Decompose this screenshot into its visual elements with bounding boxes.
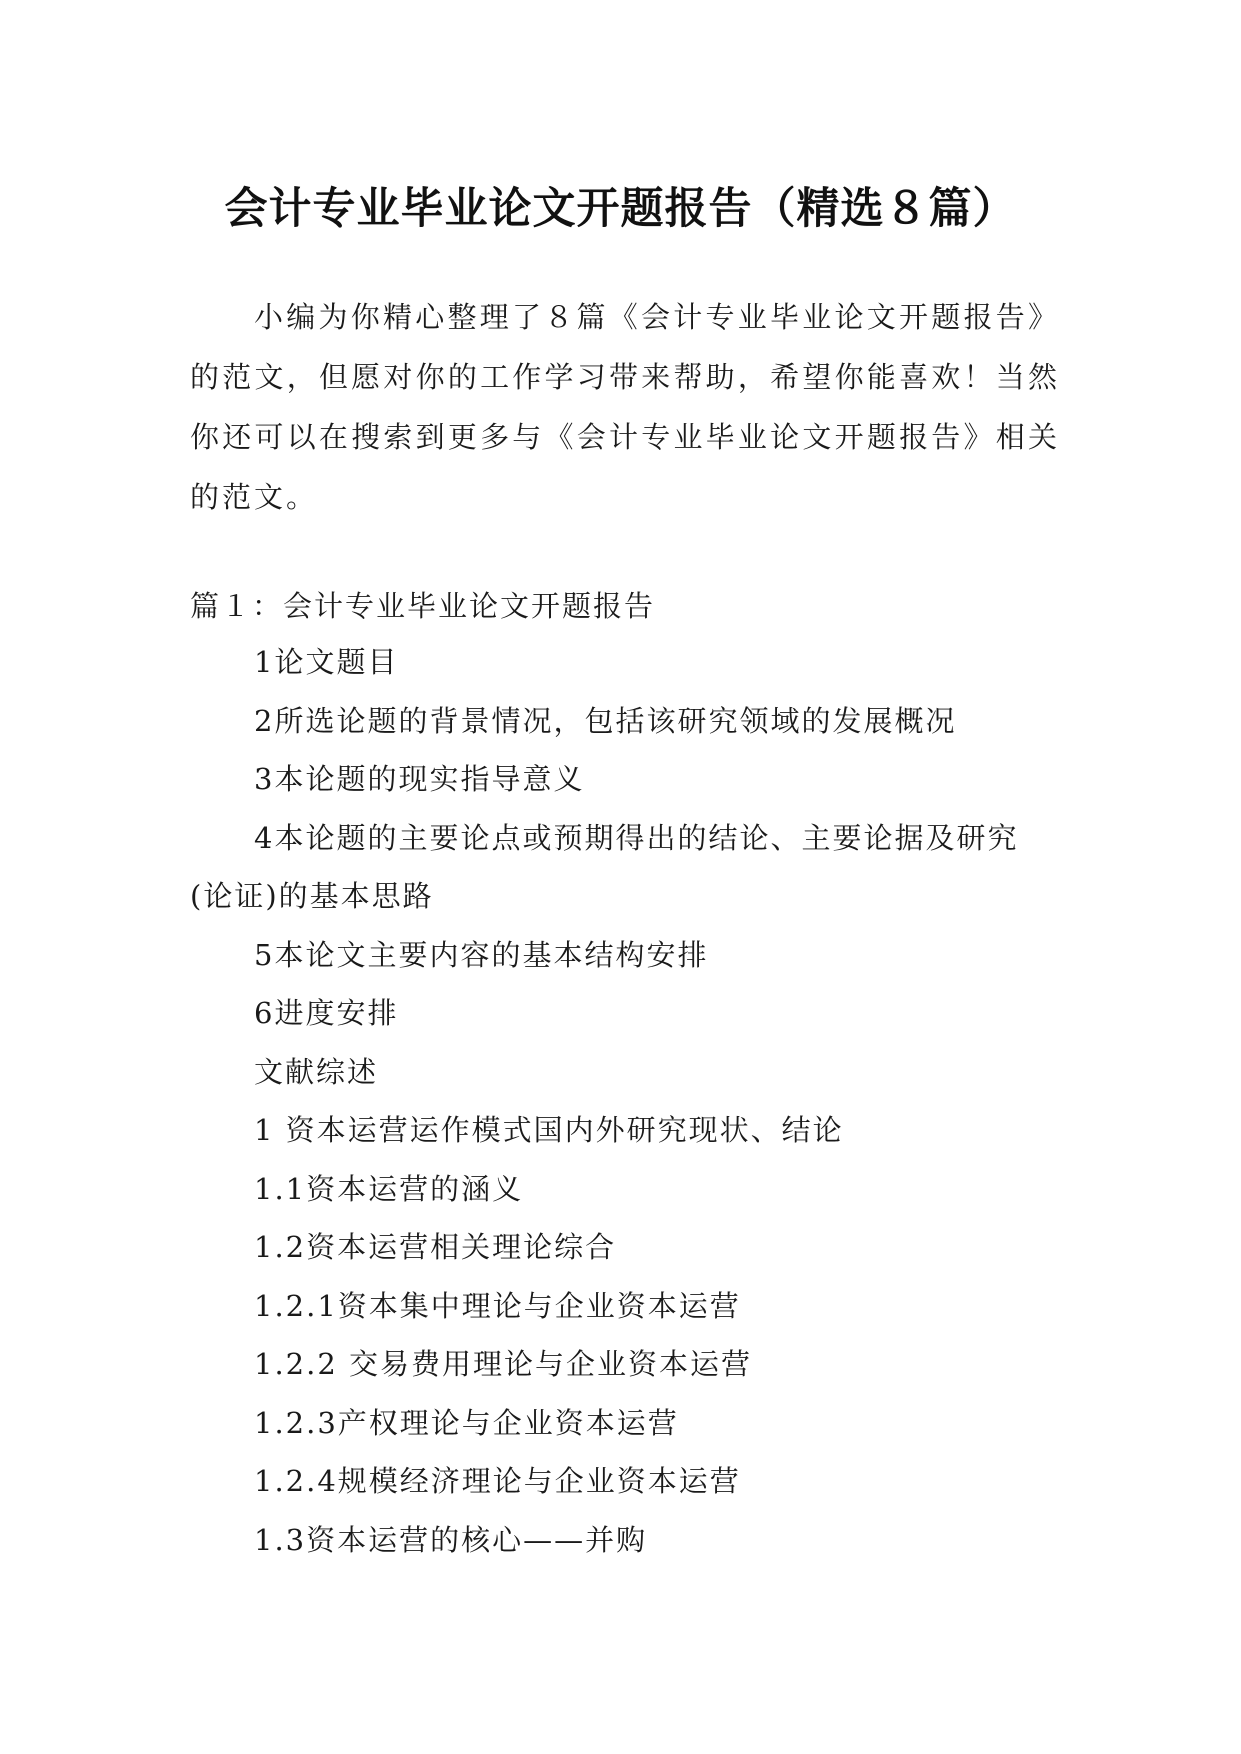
outline-item: 1.2.3产权理论与企业资本运营 <box>254 1405 679 1440</box>
outline-item: 文献综述 <box>254 1054 379 1089</box>
outline-item: 6进度安排 <box>254 996 399 1030</box>
document-title: 会计专业毕业论文开题报告（精选８篇） <box>224 183 1017 234</box>
outline-item: 1.3资本运营的核心——并购 <box>254 1522 648 1557</box>
outline-item: 1.2资本运营相关理论综合 <box>254 1230 617 1264</box>
outline-item: 2所选论题的背景情况，包括该研究领域的发展概况 <box>254 703 957 738</box>
outline-list <box>190 633 1060 1569</box>
outline-item: 1.2.2 交易费用理论与企业资本运营 <box>254 1347 753 1381</box>
outline-item: 1.1资本运营的涵义 <box>254 1171 524 1206</box>
outline-item: 3本论题的现实指导意义 <box>254 762 585 796</box>
outline-item: 1 资本运营运作模式国内外研究现状、结论 <box>254 1113 844 1147</box>
outline-item: 1.2.1资本集中理论与企业资本运营 <box>254 1288 741 1323</box>
section-heading: 篇１：会计专业毕业论文开题报告 <box>190 589 656 623</box>
outline-item: 5本论文主要内容的基本结构安排 <box>254 937 709 972</box>
outline-item: 4本论题的主要论点或预期得出的结论、主要论据及研究(论证)的基本思路 <box>190 820 1019 913</box>
outline-item: 1论文题目 <box>254 645 399 679</box>
outline-item: 1.2.4规模经济理论与企业资本运营 <box>254 1464 741 1498</box>
intro-paragraph: 小编为你精心整理了８篇《会计专业毕业论文开题报告》的范文，但愿对你的工作学习带来帮助，希望你能喜欢！当然你还可以在搜索到更多与《会计专业毕业论文开题报告》相关的范文。 <box>190 300 1060 514</box>
